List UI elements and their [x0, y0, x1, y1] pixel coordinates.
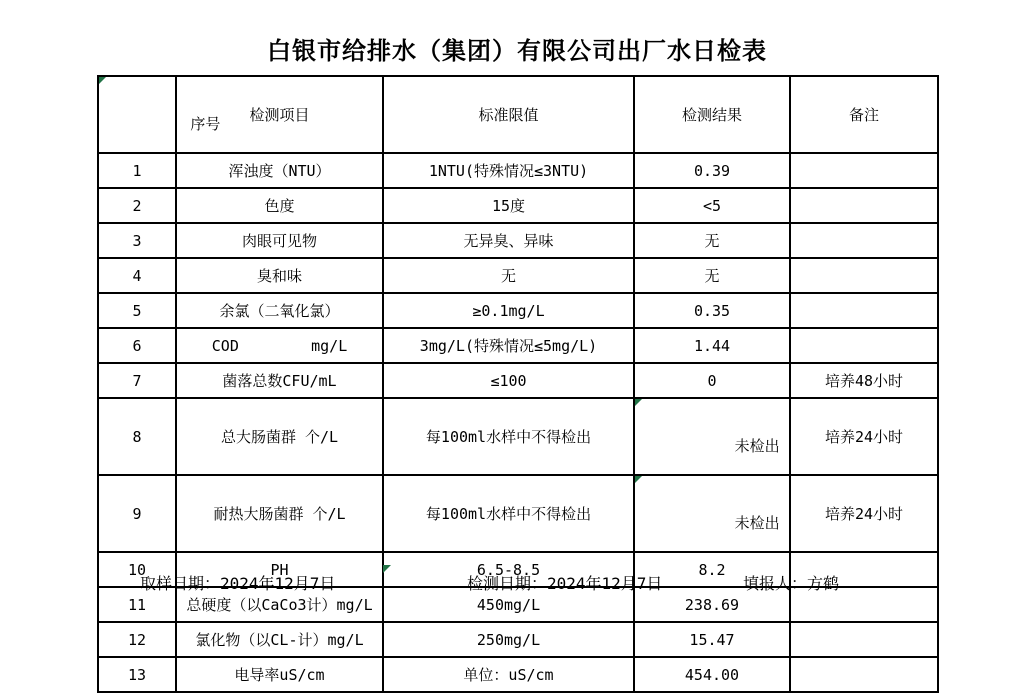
col-header-index[interactable] [98, 76, 221, 153]
standard-cell[interactable]: 15度 [383, 188, 634, 223]
item-cell[interactable]: 肉眼可见物 [176, 223, 383, 258]
item-cell[interactable]: 余氯（二氧化氯） [176, 293, 383, 328]
item-cell[interactable]: 耐热大肠菌群 个/L [176, 475, 383, 552]
item-cell[interactable]: 总大肠菌群 个/L [176, 398, 383, 475]
col-header-remark[interactable]: 备注 [790, 76, 938, 153]
standard-cell[interactable]: 250mg/L [383, 622, 634, 657]
item-cell[interactable]: 总硬度（以CaCo3计）mg/L [176, 587, 383, 622]
standard-cell[interactable]: ≥0.1mg/L [383, 293, 634, 328]
item-cell[interactable]: 电导率uS/cm [176, 657, 383, 692]
result-cell[interactable] [634, 398, 790, 475]
inspection-table [97, 75, 939, 693]
col-header-item[interactable]: 检测项目 [176, 76, 383, 153]
result-cell[interactable]: 0.35 [634, 293, 790, 328]
table-row [98, 398, 938, 475]
result-cell[interactable]: 238.69 [634, 587, 790, 622]
green-triangle-icon [383, 565, 391, 573]
remark-cell[interactable]: 培养24小时 [790, 398, 938, 475]
row-number-cell[interactable]: 6 [98, 328, 176, 363]
remark-cell[interactable] [790, 188, 938, 223]
row-number-cell[interactable]: 11 [98, 587, 176, 622]
row-number-cell[interactable]: 12 [98, 622, 176, 657]
remark-cell[interactable] [790, 223, 938, 258]
item-cell[interactable]: PH [176, 552, 383, 587]
green-triangle-icon [635, 476, 642, 483]
sampling-date-label: 取样日期：2024年12月7日 [140, 574, 336, 593]
remark-cell[interactable] [790, 622, 938, 657]
standard-cell[interactable]: ≤100 [383, 363, 634, 398]
item-cell[interactable]: 菌落总数CFU/mL [176, 363, 383, 398]
header-row [98, 76, 938, 153]
row-number-cell[interactable]: 7 [98, 363, 176, 398]
result-cell[interactable]: 8.2 [634, 552, 790, 587]
table-row [98, 258, 938, 293]
result-cell[interactable]: 15.47 [634, 622, 790, 657]
table-row [98, 622, 938, 657]
remark-cell[interactable] [790, 153, 938, 188]
standard-cell[interactable]: 3mg/L(特殊情况≤5mg/L) [383, 328, 634, 363]
remark-cell[interactable] [790, 258, 938, 293]
row-number-cell[interactable]: 5 [98, 293, 176, 328]
table-row [98, 657, 938, 692]
standard-cell[interactable]: 6.5-8.5 [383, 552, 634, 587]
col-header-index-label: 序号 [190, 115, 221, 133]
table-row [98, 188, 938, 223]
result-cell[interactable] [634, 475, 790, 552]
row-number-cell[interactable]: 10 [98, 552, 176, 587]
result-cell[interactable]: 454.00 [634, 657, 790, 692]
result-cell[interactable]: 1.44 [634, 328, 790, 363]
table-row [98, 153, 938, 188]
row-number-cell[interactable]: 13 [98, 657, 176, 692]
item-cell[interactable]: 氯化物（以CL-计）mg/L [176, 622, 383, 657]
standard-cell[interactable]: 每100ml水样中不得检出 [383, 475, 634, 552]
row-number-cell[interactable]: 1 [98, 153, 176, 188]
page-title: 白银市给排水（集团）有限公司出厂水日检表 [267, 36, 767, 65]
remark-cell[interactable]: 培养24小时 [790, 475, 938, 552]
remark-cell[interactable] [790, 657, 938, 692]
col-header-result[interactable]: 检测结果 [634, 76, 790, 153]
row-number-cell[interactable]: 9 [98, 475, 176, 552]
remark-cell[interactable] [790, 293, 938, 328]
standard-cell[interactable]: 无异臭、异味 [383, 223, 634, 258]
item-cell[interactable]: 色度 [176, 188, 383, 223]
table-row [98, 328, 938, 363]
result-cell-value: 未检出 [734, 437, 780, 455]
standard-cell[interactable]: 无 [383, 258, 634, 293]
row-number-cell[interactable]: 8 [98, 398, 176, 475]
reporter-label: 填报人：方鹤 [743, 574, 840, 593]
standard-cell[interactable]: 单位：uS/cm [383, 657, 634, 692]
result-cell[interactable]: 无 [634, 258, 790, 293]
standard-cell[interactable]: 450mg/L [383, 587, 634, 622]
green-triangle-icon [99, 77, 106, 84]
table-row [98, 475, 938, 552]
table-row [98, 363, 938, 398]
item-cell[interactable]: COD mg/L [176, 328, 383, 363]
standard-cell[interactable]: 每100ml水样中不得检出 [383, 398, 634, 475]
result-cell[interactable]: 0.39 [634, 153, 790, 188]
remark-cell[interactable]: 培养48小时 [790, 363, 938, 398]
col-header-standard[interactable]: 标准限值 [383, 76, 634, 153]
row-number-cell[interactable]: 4 [98, 258, 176, 293]
item-cell[interactable]: 臭和味 [176, 258, 383, 293]
table-row [98, 223, 938, 258]
item-cell[interactable]: 浑浊度（NTU） [176, 153, 383, 188]
row-number-cell[interactable]: 3 [98, 223, 176, 258]
result-cell[interactable]: <5 [634, 188, 790, 223]
result-cell[interactable]: 无 [634, 223, 790, 258]
remark-cell[interactable] [790, 328, 938, 363]
row-number-cell[interactable]: 2 [98, 188, 176, 223]
table-row [98, 293, 938, 328]
result-cell[interactable]: 0 [634, 363, 790, 398]
green-triangle-icon [635, 399, 642, 406]
result-cell-value: 未检出 [734, 514, 780, 532]
test-date-label: 检测日期：2024年12月7日 [467, 574, 663, 593]
standard-cell[interactable]: 1NTU(特殊情况≤3NTU) [383, 153, 634, 188]
